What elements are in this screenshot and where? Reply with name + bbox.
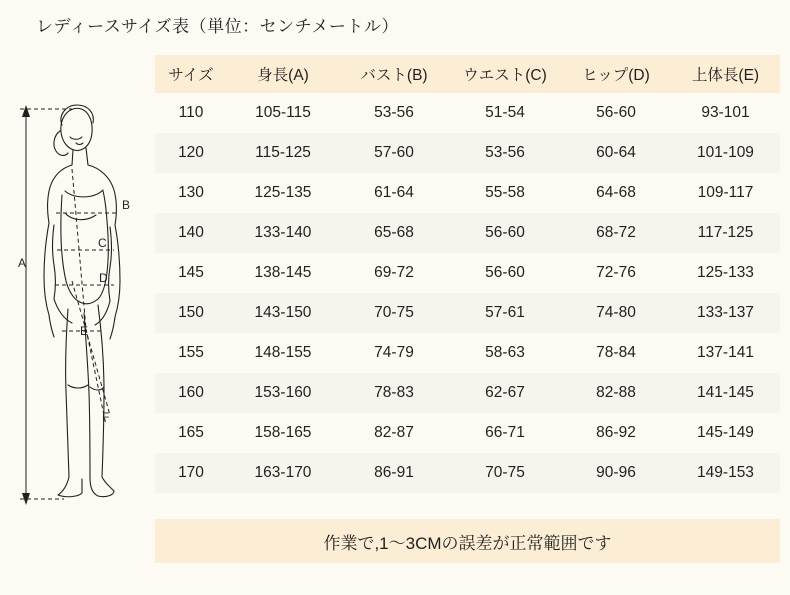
table-row <box>155 413 780 453</box>
page-title: レディースサイズ表（単位：センチメートル） <box>36 17 399 36</box>
cell-bust: 69-72 <box>339 253 449 293</box>
cell-waist: 62-67 <box>449 373 561 413</box>
label-c: C <box>98 236 107 250</box>
cell-waist: 56-60 <box>449 213 561 253</box>
cell-waist: 56-60 <box>449 253 561 293</box>
cell-waist: 70-75 <box>449 453 561 493</box>
cell-size: 145 <box>155 253 227 293</box>
label-d: D <box>99 271 108 285</box>
label-e: E <box>80 324 89 338</box>
cell-size: 160 <box>155 373 227 413</box>
cell-size: 130 <box>155 173 227 213</box>
cell-bust: 61-64 <box>339 173 449 213</box>
cell-waist: 53-56 <box>449 133 561 173</box>
table-body <box>155 93 780 493</box>
cell-torso: 117-125 <box>671 213 780 253</box>
size-table <box>155 55 780 493</box>
table-row <box>155 253 780 293</box>
cell-bust: 53-56 <box>339 93 449 133</box>
table-row <box>155 173 780 213</box>
column-header-torso: 上体長(E) <box>671 55 780 93</box>
cell-hip: 74-80 <box>561 293 671 333</box>
cell-torso: 101-109 <box>671 133 780 173</box>
table-row <box>155 373 780 413</box>
cell-bust: 74-79 <box>339 333 449 373</box>
cell-torso: 141-145 <box>671 373 780 413</box>
cell-bust: 86-91 <box>339 453 449 493</box>
cell-torso: 93-101 <box>671 93 780 133</box>
cell-size: 110 <box>155 93 227 133</box>
table-row <box>155 333 780 373</box>
cell-bust: 57-60 <box>339 133 449 173</box>
cell-waist: 51-54 <box>449 93 561 133</box>
table-header <box>155 55 780 93</box>
cell-hip: 78-84 <box>561 333 671 373</box>
cell-height: 158-165 <box>227 413 339 453</box>
cell-size: 120 <box>155 133 227 173</box>
table-row <box>155 133 780 173</box>
cell-size: 150 <box>155 293 227 333</box>
cell-hip: 86-92 <box>561 413 671 453</box>
cell-waist: 55-58 <box>449 173 561 213</box>
size-table-container <box>155 55 780 493</box>
header-row <box>155 55 780 93</box>
cell-height: 125-135 <box>227 173 339 213</box>
cell-waist: 57-61 <box>449 293 561 333</box>
cell-torso: 133-137 <box>671 293 780 333</box>
cell-waist: 66-71 <box>449 413 561 453</box>
table-row <box>155 453 780 493</box>
cell-torso: 137-141 <box>671 333 780 373</box>
cell-hip: 82-88 <box>561 373 671 413</box>
cell-height: 138-145 <box>227 253 339 293</box>
body-measurement-figure <box>10 95 170 515</box>
column-header-size: サイズ <box>155 55 227 93</box>
cell-size: 165 <box>155 413 227 453</box>
tolerance-note: 作業で,1～3CMの誤差が正常範囲です <box>155 519 780 563</box>
column-header-waist: ウエスト(C) <box>449 55 561 93</box>
cell-bust: 70-75 <box>339 293 449 333</box>
cell-torso: 109-117 <box>671 173 780 213</box>
table-row <box>155 213 780 253</box>
table-row <box>155 93 780 133</box>
cell-hip: 64-68 <box>561 173 671 213</box>
cell-bust: 65-68 <box>339 213 449 253</box>
cell-torso: 145-149 <box>671 413 780 453</box>
cell-height: 133-140 <box>227 213 339 253</box>
cell-bust: 82-87 <box>339 413 449 453</box>
label-b: B <box>122 198 131 212</box>
cell-size: 170 <box>155 453 227 493</box>
column-header-bust: バスト(B) <box>339 55 449 93</box>
cell-torso: 125-133 <box>671 253 780 293</box>
column-header-hip: ヒップ(D) <box>561 55 671 93</box>
table-row <box>155 293 780 333</box>
cell-height: 105-115 <box>227 93 339 133</box>
cell-height: 148-155 <box>227 333 339 373</box>
column-header-height: 身長(A) <box>227 55 339 93</box>
label-f: F <box>102 410 110 424</box>
cell-size: 140 <box>155 213 227 253</box>
cell-height: 153-160 <box>227 373 339 413</box>
cell-bust: 78-83 <box>339 373 449 413</box>
cell-waist: 58-63 <box>449 333 561 373</box>
cell-hip: 90-96 <box>561 453 671 493</box>
cell-hip: 72-76 <box>561 253 671 293</box>
cell-hip: 60-64 <box>561 133 671 173</box>
cell-torso: 149-153 <box>671 453 780 493</box>
label-a: A <box>18 256 27 270</box>
cell-hip: 68-72 <box>561 213 671 253</box>
cell-height: 163-170 <box>227 453 339 493</box>
cell-height: 143-150 <box>227 293 339 333</box>
cell-size: 155 <box>155 333 227 373</box>
cell-hip: 56-60 <box>561 93 671 133</box>
cell-height: 115-125 <box>227 133 339 173</box>
